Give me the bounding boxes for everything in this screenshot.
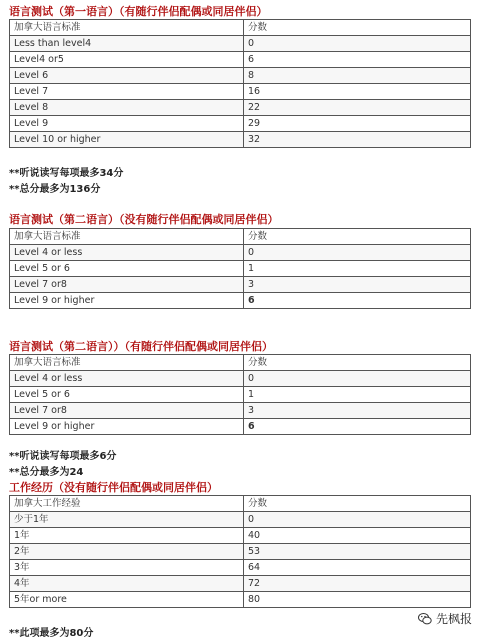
header-cell-score: 分数 [244, 229, 471, 245]
experience-cell: 4年 [10, 576, 244, 592]
level-cell: Level4 or5 [10, 52, 244, 68]
experience-cell: 3年 [10, 560, 244, 576]
table-row [10, 261, 471, 277]
experience-cell: 1年 [10, 528, 244, 544]
level-cell: Level 5 or 6 [10, 387, 244, 403]
level-cell: Level 7 or8 [10, 403, 244, 419]
score-cell: 1 [244, 261, 471, 277]
table-row [10, 592, 471, 608]
watermark-text: 先枫报 [436, 612, 473, 626]
experience-cell: 少于1年 [10, 512, 244, 528]
level-cell: Less than level4 [10, 36, 244, 52]
table-row [10, 371, 471, 387]
score-cell: 22 [244, 100, 471, 116]
score-cell: 40 [244, 528, 471, 544]
score-cell: 29 [244, 116, 471, 132]
header-cell-score: 分数 [244, 355, 471, 371]
score-cell: 0 [244, 245, 471, 261]
level-cell: Level 5 or 6 [10, 261, 244, 277]
table-row [10, 419, 471, 435]
level-cell: Level 4 or less [10, 371, 244, 387]
section-heading-work-experience: 工作经历（没有随行伴侣配偶或同居伴侣） [9, 481, 218, 494]
second-language-single-table [9, 228, 471, 309]
header-cell-standard: 加拿大语言标准 [10, 229, 244, 245]
note-max-per-skill: **听说读写每项最多6分 [9, 451, 117, 462]
table-row [10, 403, 471, 419]
level-cell: Level 9 [10, 116, 244, 132]
table-row [10, 277, 471, 293]
second-language-partner-table [9, 354, 471, 435]
table-row [10, 36, 471, 52]
table-row [10, 528, 471, 544]
header-cell-experience: 加拿大工作经验 [10, 496, 244, 512]
level-cell: Level 7 [10, 84, 244, 100]
table-row [10, 116, 471, 132]
score-cell: 32 [244, 132, 471, 148]
table-row [10, 245, 471, 261]
score-cell: 0 [244, 512, 471, 528]
table-row [10, 576, 471, 592]
score-cell: 3 [244, 403, 471, 419]
work-experience-table [9, 495, 471, 608]
table-row [10, 560, 471, 576]
score-cell: 80 [244, 592, 471, 608]
table-row [10, 544, 471, 560]
section-heading-second-language-partner: 语言测试（第二语言））（有随行伴侣配偶或同居伴侣） [9, 340, 273, 353]
table-header-row [10, 20, 471, 36]
score-cell: 1 [244, 387, 471, 403]
level-cell: Level 10 or higher [10, 132, 244, 148]
table-row [10, 132, 471, 148]
score-cell: 16 [244, 84, 471, 100]
level-cell: Level 7 or8 [10, 277, 244, 293]
first-language-table [9, 19, 471, 148]
note-max-per-skill: **听说读写每项最多34分 [9, 168, 124, 179]
level-cell: Level 4 or less [10, 245, 244, 261]
wechat-logo-icon [418, 612, 432, 626]
level-cell: Level 9 or higher [10, 419, 244, 435]
score-cell: 64 [244, 560, 471, 576]
section-heading-first-language: 语言测试（第一语言）（有随行伴侣配偶或同居伴侣） [9, 5, 268, 18]
level-cell: Level 8 [10, 100, 244, 116]
score-cell: 0 [244, 36, 471, 52]
score-cell: 8 [244, 68, 471, 84]
table-header-row [10, 229, 471, 245]
table-row [10, 52, 471, 68]
table-row [10, 68, 471, 84]
header-cell-standard: 加拿大语言标准 [10, 355, 244, 371]
table-row [10, 84, 471, 100]
table-row [10, 387, 471, 403]
watermark [418, 610, 472, 627]
table-row [10, 512, 471, 528]
score-cell: 53 [244, 544, 471, 560]
score-cell: 0 [244, 371, 471, 387]
header-cell-score: 分数 [244, 496, 471, 512]
section-heading-second-language-single: 语言测试（第二语言）（没有随行伴侣配偶或同居伴侣） [9, 213, 279, 226]
header-cell-standard: 加拿大语言标准 [10, 20, 244, 36]
header-cell-score: 分数 [244, 20, 471, 36]
note-total-max: **总分最多为24 [9, 467, 84, 478]
level-cell: Level 6 [10, 68, 244, 84]
table-row [10, 293, 471, 309]
score-cell: 3 [244, 277, 471, 293]
score-cell: 72 [244, 576, 471, 592]
experience-cell: 5年or more [10, 592, 244, 608]
note-work-max: **此项最多为80分 [9, 628, 94, 639]
note-total-max: **总分最多为136分 [9, 184, 101, 195]
score-cell: 6 [244, 293, 471, 309]
level-cell: Level 9 or higher [10, 293, 244, 309]
table-header-row [10, 496, 471, 512]
score-cell: 6 [244, 52, 471, 68]
score-cell: 6 [244, 419, 471, 435]
experience-cell: 2年 [10, 544, 244, 560]
table-row [10, 100, 471, 116]
table-header-row [10, 355, 471, 371]
